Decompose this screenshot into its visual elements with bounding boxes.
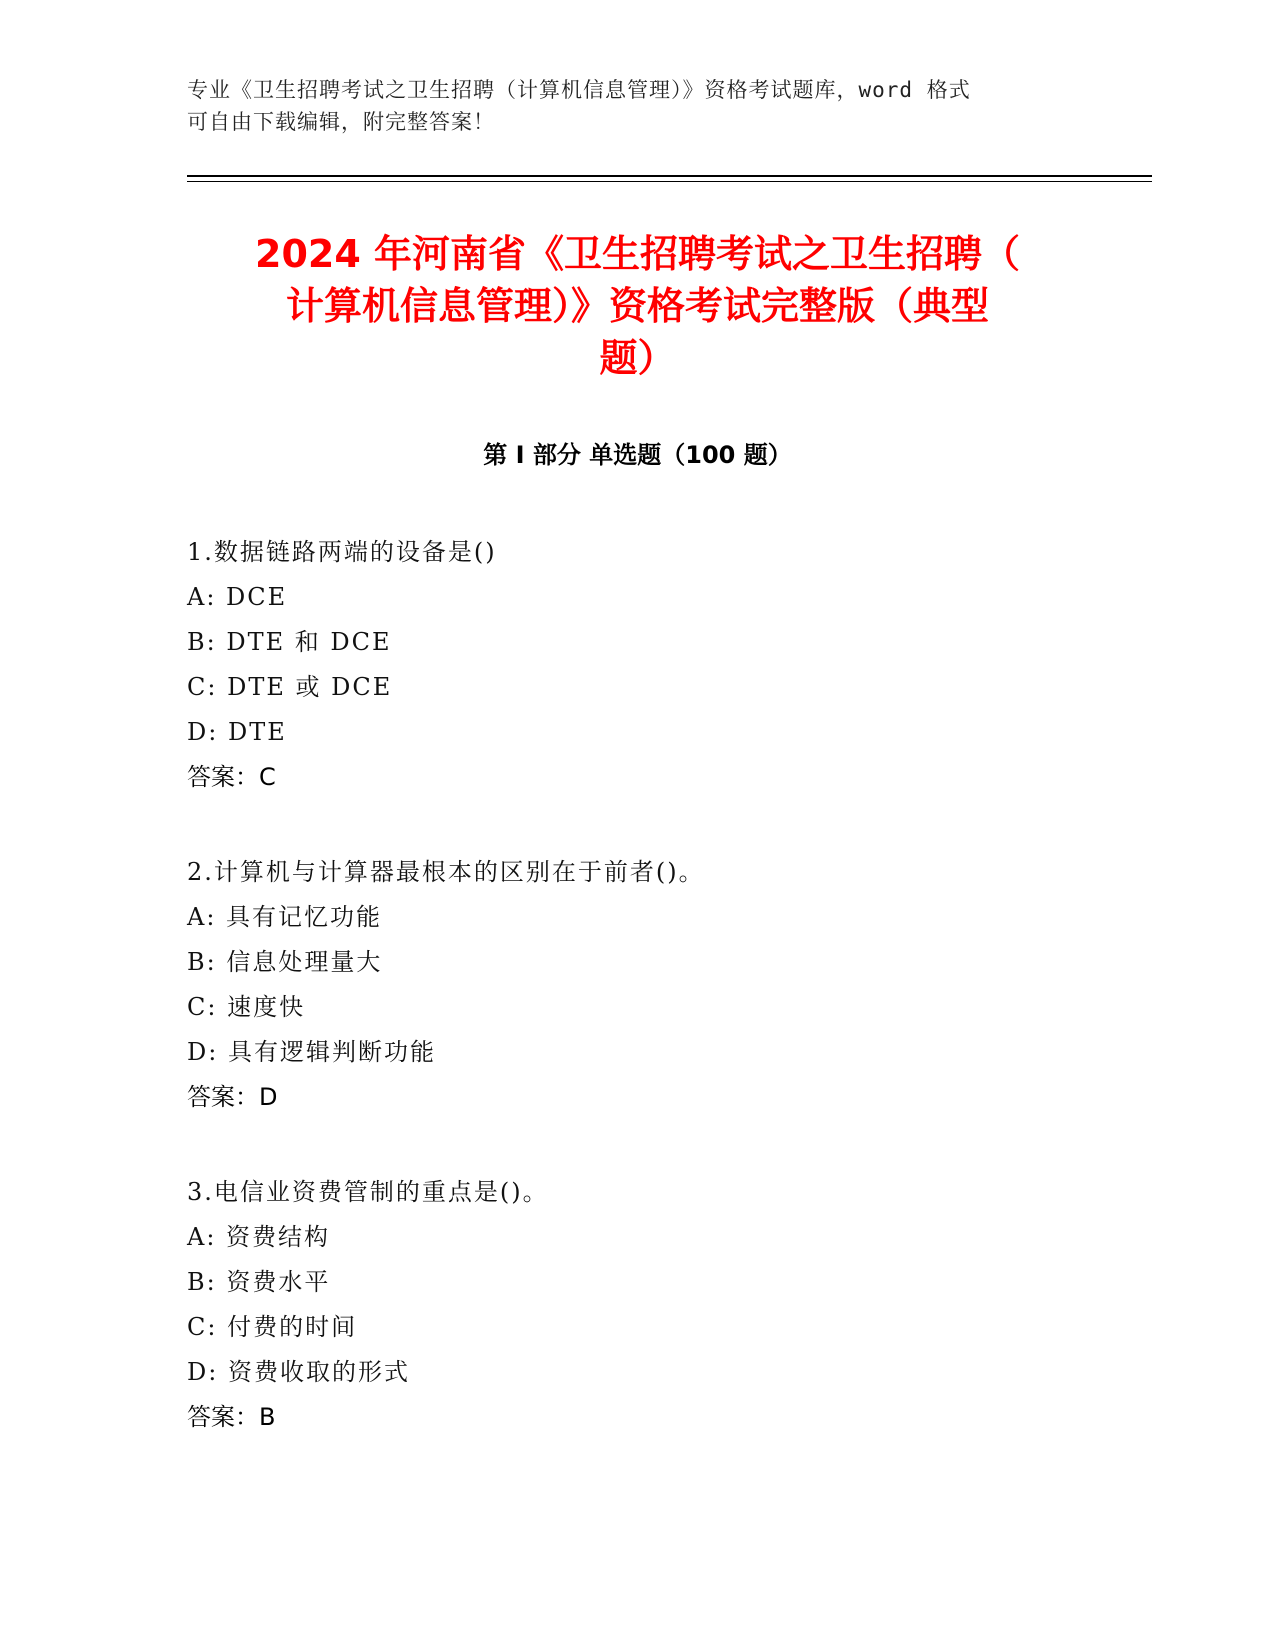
answer: 答案：B: [187, 1403, 276, 1431]
question-stem: 3.电信业资费管制的重点是()。: [187, 1178, 549, 1206]
option-a: A: 具有记忆功能: [187, 903, 383, 931]
question-2: [187, 850, 1107, 1120]
header-divider-thick: [187, 175, 1152, 177]
question-list: [187, 530, 1107, 1490]
header-divider-thin: [187, 181, 1152, 182]
option-c: C: DTE 或 DCE: [187, 673, 393, 701]
section-heading: 第 I 部分 单选题（100 题）: [483, 441, 792, 469]
answer: 答案：D: [187, 1083, 278, 1111]
option-b: B: DTE 和 DCE: [187, 628, 392, 656]
option-d: D: 具有逻辑判断功能: [187, 1038, 436, 1066]
question-stem: 2.计算机与计算器最根本的区别在于前者()。: [187, 858, 705, 886]
question-stem: 1.数据链路两端的设备是(): [187, 538, 497, 566]
document-title: [180, 228, 1095, 384]
answer: 答案：C: [187, 763, 276, 791]
option-b: B: 资费水平: [187, 1268, 331, 1296]
header-note-line-1: 专业《卫生招聘考试之卫生招聘（计算机信息管理）》资格考试题库，word 格式: [187, 78, 971, 102]
option-a: A: 资费结构: [187, 1223, 331, 1251]
document-title-line-3: 题）: [599, 336, 676, 380]
document-title-line-2: 计算机信息管理）》资格考试完整版（典型: [285, 284, 989, 328]
option-d: D: DTE: [187, 718, 287, 746]
question-1: [187, 530, 1107, 800]
header-note: [187, 74, 1067, 138]
option-d: D: 资费收取的形式: [187, 1358, 410, 1386]
document-title-line-1: 2024 年河南省《卫生招聘考试之卫生招聘（: [255, 232, 1020, 276]
header-note-line-2: 可自由下载编辑，附完整答案！: [187, 110, 495, 134]
option-c: C: 速度快: [187, 993, 306, 1021]
option-c: C: 付费的时间: [187, 1313, 358, 1341]
option-b: B: 信息处理量大: [187, 948, 383, 976]
question-3: [187, 1170, 1107, 1440]
option-a: A: DCE: [187, 583, 288, 611]
